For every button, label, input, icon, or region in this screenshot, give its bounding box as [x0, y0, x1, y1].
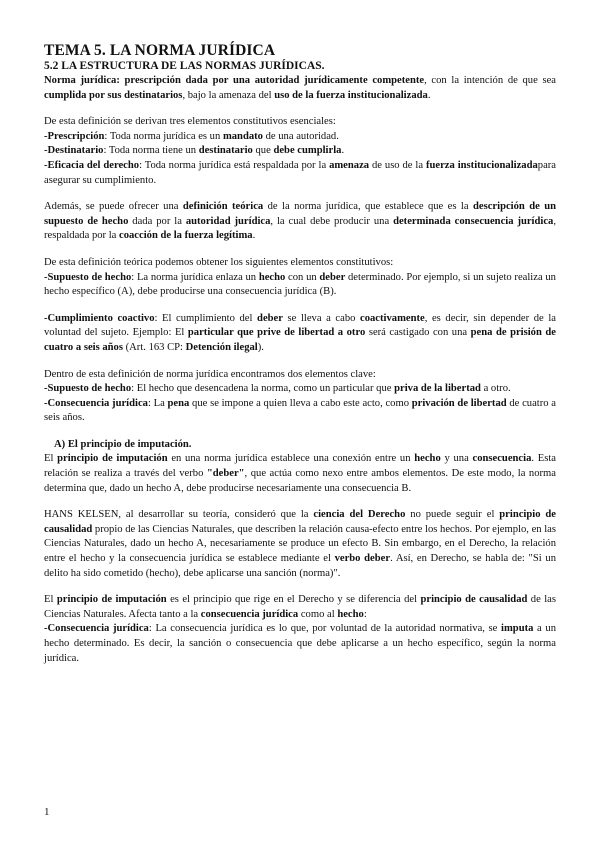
emphasis: imputa	[501, 623, 534, 635]
emphasis: privación de libertad	[411, 397, 507, 409]
emphasis: pena de prisión de cuatro a seis años	[44, 327, 556, 353]
emphasis: consecuencia jurídica	[200, 608, 299, 620]
text-run: .	[341, 145, 345, 157]
document-page	[44, 42, 556, 666]
text-run: que se impone a quien lleva a cabo este acto, como	[189, 397, 412, 409]
element-cumplimiento-coactivo	[44, 312, 556, 356]
emphasis: particular que prive de libertad a otro	[187, 327, 366, 339]
elements-intro: De esta definición se derivan tres elementos constitutivos esenciales:	[44, 116, 336, 128]
text-run: : La	[147, 397, 168, 409]
text-run: . Así, en Derecho, se habla de: "Si un delito ha sido cometido (hecho), debe aplicarse una sanción (norma)".	[44, 553, 556, 579]
text-run: en una norma jurídica establece una conexión entre un	[167, 453, 415, 465]
element-term: -Destinatario	[44, 145, 104, 157]
text-run: propio de las Ciencias Naturales, que describen la relación causa-efecto entre los hechos. Por ejemplo, en las Ciencias Naturales, dado un hecho A, necesariamente se produce un efecto B. Sin embargo, en el Derecho, la relación entre el hecho y la consecuencia jurídica se establece mediante el	[44, 523, 556, 565]
text-run: Además, se puede ofrecer una	[44, 201, 183, 213]
section-subtitle: 5.2 LA ESTRUCTURA DE LAS NORMAS JURÍDICAS.	[44, 60, 325, 72]
text-run: El	[44, 453, 58, 465]
element-term: -Supuesto de hecho	[44, 383, 132, 395]
emphasis: deber	[257, 312, 283, 324]
section-heading-a: A) El principio de imputación.	[54, 438, 192, 450]
emphasis: principio de imputación	[57, 453, 168, 465]
emphasis: verbo deber	[334, 553, 391, 565]
emphasis: pena	[167, 397, 190, 409]
key-supuesto-de-hecho	[44, 382, 556, 397]
element-term: -Supuesto de hecho	[44, 271, 132, 283]
emphasis: hecho	[337, 608, 364, 620]
text-run: , respaldada por la	[44, 215, 556, 242]
text-run: : El hecho que desencadena la norma, como un particular que	[131, 383, 395, 395]
key-elements-intro: Dentro de esta definición de norma jurídica encontramos dos elementos clave:	[44, 368, 376, 380]
text-run: : Toda norma jurídica está respaldada por la	[139, 159, 330, 171]
definition-term: Norma jurídica: prescripción dada por una autoridad jurídicamente competente	[44, 75, 425, 86]
kelsen-paragraph	[44, 508, 556, 581]
element-term: -Consecuencia jurídica	[44, 397, 148, 409]
emphasis: principio de causalidad	[420, 594, 528, 606]
emphasis: autoridad jurídica	[185, 215, 271, 227]
text-run: , es decir, sin depender de la voluntad del sujeto. Ejemplo: El	[44, 312, 556, 339]
text-run: .	[427, 89, 431, 101]
text-run: con un	[285, 271, 320, 283]
text-run: de uso de la	[369, 159, 426, 171]
element-supuesto-de-hecho	[44, 271, 556, 300]
definition-paragraph	[44, 74, 556, 103]
imputation-paragraph	[44, 452, 556, 496]
text-run: : La consecuencia jurídica es lo que, por voluntad de la autoridad normativa, se	[148, 623, 502, 635]
text-run: de cuatro a seis años.	[44, 397, 556, 424]
element-term: -Cumplimiento coactivo	[44, 312, 155, 324]
text-run: : Toda norma jurídica es un	[104, 130, 223, 142]
theoretical-elements-intro: De esta definición teórica podemos obtener los siguientes elementos constitutivos:	[44, 256, 394, 268]
emphasis: fuerza institucionalizada	[425, 159, 538, 171]
theoretical-definition-paragraph	[44, 200, 556, 244]
text-run: es el principio que rige en el Derecho y se diferencia del	[166, 594, 421, 606]
emphasis: ciencia del Derecho	[313, 509, 406, 521]
text-run: a otro.	[480, 383, 511, 395]
emphasis: uso de la fuerza institucionalizada	[274, 89, 428, 101]
text-run: , que actúa como nexo entre ambos elementos. De este modo, la norma determina que, dado un hecho A, debe producirse necesariamente una consecuencia B.	[44, 468, 556, 494]
emphasis: consecuencia	[472, 453, 532, 465]
emphasis: cumplida por sus destinatarios	[44, 89, 183, 101]
text-run: , con la intención de que sea	[424, 75, 556, 86]
emphasis: destinatario	[198, 145, 253, 157]
element-term: -Consecuencia jurídica	[44, 623, 149, 635]
text-run: no puede seguir el	[405, 509, 500, 521]
text-run: como al	[298, 608, 338, 620]
element-prescripcion	[44, 130, 556, 145]
emphasis: "deber"	[206, 468, 245, 480]
text-run: determinado. Por ejemplo, si un sujeto realiza un hecho específico (A), debe producirse una consecuencia jurídica (B).	[44, 271, 556, 298]
emphasis: coacción de la fuerza legítima	[119, 230, 253, 242]
consecuencia-juridica-paragraph	[44, 622, 556, 666]
element-destinatario	[44, 144, 556, 159]
text-run: de una autoridad.	[262, 130, 339, 142]
emphasis: coactivamente	[360, 312, 425, 324]
emphasis: hecho	[258, 271, 286, 283]
text-run: .	[252, 230, 256, 242]
text-run: que	[252, 145, 274, 157]
text-run: , bajo la amenaza del	[182, 89, 275, 101]
emphasis: Detención ilegal	[185, 341, 258, 353]
text-run: de la norma jurídica, que establece que es la	[263, 201, 473, 213]
element-term: -Prescripción	[44, 130, 105, 142]
emphasis: deber	[319, 271, 346, 283]
text-run: El	[44, 594, 57, 606]
text-run: y una	[440, 453, 473, 465]
element-eficacia	[44, 159, 556, 188]
page-number: 1	[44, 806, 50, 818]
difference-paragraph	[44, 593, 556, 622]
emphasis: principio de causalidad	[44, 509, 556, 535]
text-run: para asegurar su cumplimiento.	[44, 159, 557, 186]
emphasis: priva de la libertad	[394, 383, 481, 395]
key-consecuencia-juridica	[44, 397, 556, 426]
emphasis: descripción de un supuesto de hecho	[44, 201, 557, 227]
emphasis: hecho	[414, 453, 441, 465]
text-run: : Toda norma tiene un	[103, 145, 199, 157]
element-term: -Eficacia del derecho	[44, 159, 140, 171]
document-title: TEMA 5. LA NORMA JURÍDICA	[44, 42, 276, 59]
text-run: a un hecho determinado. Es decir, la sanción o consecuencia que debe aplicarse a un hecho específico, según la norma jurídica.	[44, 623, 556, 664]
text-run: (Art. 163 CP:	[122, 341, 186, 353]
text-run: :	[363, 608, 367, 620]
emphasis: debe cumplirla	[273, 145, 342, 157]
emphasis: definición teórica	[182, 201, 264, 213]
emphasis: amenaza	[329, 159, 370, 171]
text-run: HANS KELSEN, al desarrollar su teoría, consideró que la	[44, 509, 314, 521]
text-run: se lleva a cabo	[282, 312, 361, 324]
text-run: ).	[257, 341, 264, 353]
text-run: . Esta relación se realiza a través del verbo	[44, 453, 556, 480]
emphasis: mandato	[222, 130, 263, 142]
text-run: de las Ciencias Naturales. Afecta tanto a la	[44, 594, 556, 620]
emphasis: determinada consecuencia jurídica	[393, 215, 554, 227]
text-run: dada por la	[128, 215, 186, 227]
emphasis: principio de imputación	[56, 594, 167, 606]
text-run: será castigado con una	[365, 327, 471, 339]
text-run: : La norma jurídica enlaza un	[131, 271, 259, 283]
text-run: , la cual debe producir una	[270, 215, 394, 227]
text-run: : El cumplimiento del	[154, 312, 258, 324]
